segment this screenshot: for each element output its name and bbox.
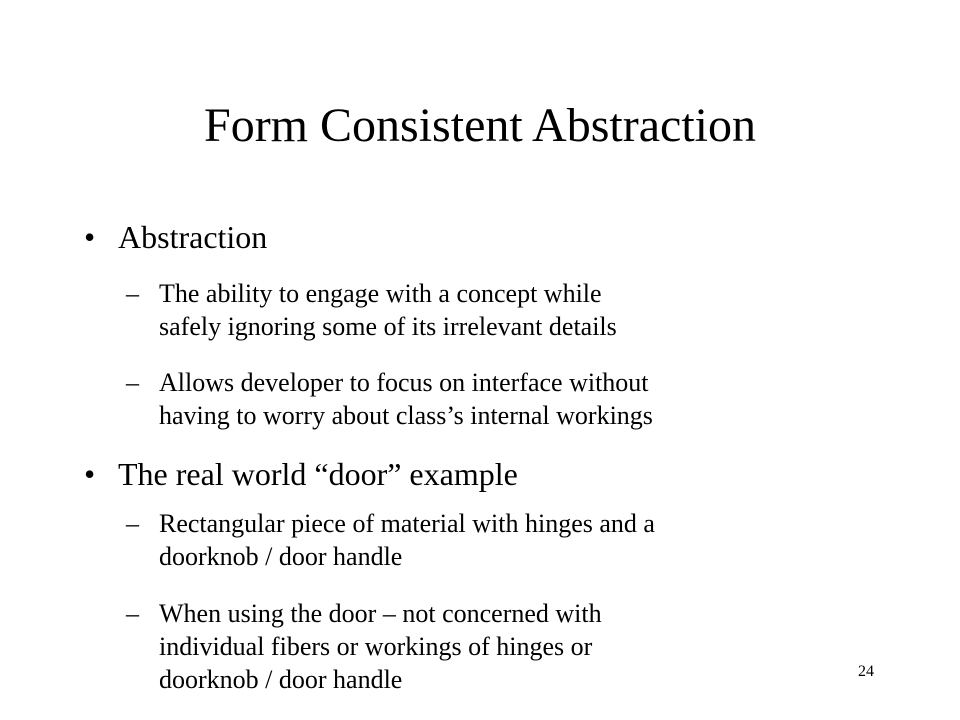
sub-bullet-text <box>159 366 879 432</box>
sub-bullet-line: The ability to engage with a concept while <box>159 279 602 308</box>
slide-title: Form Consistent Abstraction <box>204 99 756 152</box>
bullet-icon: • <box>84 219 96 255</box>
bullet-icon: • <box>84 456 96 492</box>
dash-icon: – <box>126 599 139 628</box>
sub-bullet-line: individual fibers or workings of hinges or <box>159 632 593 661</box>
sub-bullet-line: When using the door – not concerned with <box>159 599 602 628</box>
page-number: 24 <box>858 663 874 680</box>
sub-bullet-text <box>159 277 879 343</box>
dash-icon: – <box>126 368 139 397</box>
bullet-text: Abstraction <box>118 219 268 255</box>
bullet-text: The real world “door” example <box>118 456 518 492</box>
sub-bullet-text <box>159 597 879 696</box>
sub-bullet-line: doorknob / door handle <box>159 542 403 571</box>
sub-bullet-text <box>159 507 879 573</box>
sub-bullet-line: Allows developer to focus on interface without <box>159 368 649 397</box>
sub-bullet-line: Rectangular piece of material with hinges and a <box>159 509 655 538</box>
sub-bullet-line: having to worry about class’s internal workings <box>159 401 653 430</box>
sub-bullet-line: doorknob / door handle <box>159 665 403 694</box>
sub-bullet-line: safely ignoring some of its irrelevant details <box>159 312 617 341</box>
dash-icon: – <box>126 279 139 308</box>
dash-icon: – <box>126 509 139 538</box>
